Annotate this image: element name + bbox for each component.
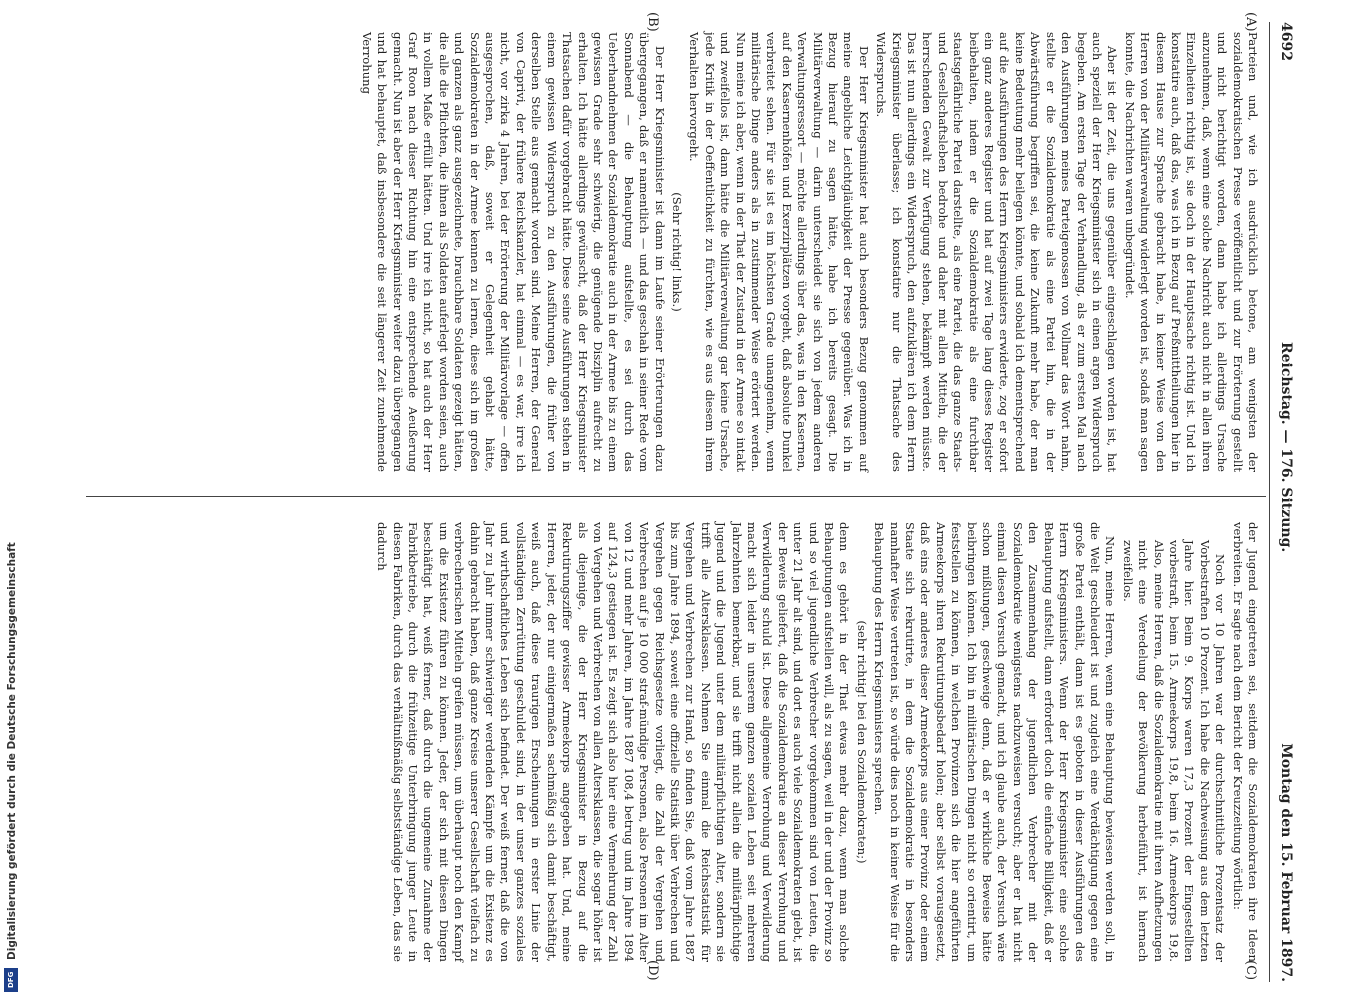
paragraph: Parteien und, wie ich ausdrücklich betone, am wenigsten der sozialdemokratischen Presse veröffentlicht und zur Erörterung gestellt und nicht berichtigt worden, dann habe ich allerdings Ursache anzunehmen, daß, wenn eine solche Nachricht auch nicht in allen ihren Einzelheiten richtig ist, sie doch in der Hauptsache richtig ist. Und ich konstatire auch, daß das, was ich in Bezug auf Preßmittheilungen hier in diesem Hause zur Sprache gebracht habe, in keiner Weise von den Herren von der Militärverwaltung widerlegt worden ist, sodaß man sagen konnte, die Nachrichten waren unbegründet.	[1122, 32, 1260, 472]
dfg-logo: DFG	[4, 968, 18, 992]
paragraph: der Jugend eingetreten sei, seitdem die Sozialdemokraten ihre Ideen verbreiten. Er sagte nach dem Bericht der Kreuzzeitung wörtlich:	[1230, 522, 1260, 962]
left-column	[356, 32, 1260, 472]
margin-marker-c: (C)	[1243, 960, 1258, 981]
paragraph: denn es gehört in der That etwas mehr dazu, wenn man solche Behauptungen aufstellen will, als zu sagen, weil in der und der Provinz so und so viel jugendliche Verbrecher vorgekommen sind von Leuten, die unter 21 Jahr alt sind, und dort es auch viele Sozialdemokraten giebt, ist der Beweis geliefert, daß die Sozialdemokratie an dieser Verrohung und Verwilderung schuld ist. Diese allgemeine Verrohung und Verwilderung macht sich leider in unserem ganzen sozialen Leben seit mehreren Jahrzehnten bemerkbar, und sie trifft nicht allein die militärpflichtige Jugend und die Jugend unter dem militärpflichtigen Alter, sondern sie trifft alle Altersklassen. Nehmen Sie einmal die Reichsstatistik für Vergehen und Verbrechen zur Hand, so finden Sie, daß vom Jahre 1887 bis zum Jahre 1894, soweit eine offizielle Statistik über Verbrechen und Vergehen gegen Reichsgesetze vorliegt, die Zahl der Vergehen und Verbrechen auf je 10 000 straf-mündige Personen, also Personen im Alter von 12 und mehr Jahren, im Jahre 1887 108,4 betrug und im Jahre 1894 auf 124,3 gestiegen ist. Es zeigt sich also hier eine Vermehrung der Zahl von Vergehen und Verbrechen von allen Altersklassen, die sogar höher ist als diejenige, die der Herr Kriegsminister in Bezug auf die Rekrutirungsziffer gewisser Armeekorps angegeben hat. Und, meine Herren, jeder, der nur einigermaßen sachmäßig sich damit beschäftigt, weiß auch, daß diese traurigen Erscheinungen in erster Linie der vollständigen Zerrüttung geschuldet sind, in der unser ganzes soziales und wirthschaftliches Leben sich befindet. Der weiß ferner, daß die von Jahr zu Jahr immer schwieriger werdenden Kämpfe um die Existenz es dahin gebracht haben, daß ganze Kreise unserer Gesellschaft vielfach zu verbrecherischen Mitteln greifen müssen, um überhaupt noch den Kampf um die Existenz führen zu können. Jeder, der sich mit diesen Dingen beschäftigt hat, weiß ferner, daß durch die ungemeine Zunahme der Fabrikbetriebe, durch die frühzeitige Unterbringung junger Leute in diesen Fabriken, durch das verhältnißmäßig selbstständige Leben, das sie dadurch	[375, 522, 852, 962]
column-divider	[86, 496, 1266, 497]
page-number: 4692	[1278, 22, 1294, 61]
interjection: (sehr richtig! bei den Sozialdemokraten;)	[854, 620, 869, 864]
newspaper-sheet	[80, 12, 1300, 992]
session-title: Reichstag. — 176. Sitzung.	[1278, 342, 1294, 553]
paragraph: Aber ist der Zeit, die uns gegenüber eingeschlagen worden ist, hat auch speziell der Herr Kriegsminister sich in einen argen Widerspruch begeben. Am ersten Tage der Verhandlung, als er zum ersten Mal nach den Ausführungen meines Parteigenossen von Vollmar das Wort nahm, stellte er die Sozialdemokratie als eine Partei hin, die in der Abwärtsführung begriffen sei, die keine Zukunft mehr habe, der man keine Bedeutung mehr beilegen könnte, und sobald ich dementsprechend auf die Ausführungen des Herrn Kriegsministers erwiderte, zog er sofort ein ganz anderes Register und hat auf zwei Tage lang dieses Register beibehalten, indem er die Sozialdemokratie als eine furchtbar staatsgefährliche Partei darstellte, als eine Partei, die das ganze Staats- und Gesellschaftsleben bedrohe und daher mit allen Mitteln, die der herrschenden Gewalt zur Verfügung stehen, bekämpft werden müsste. Das ist nun allerdings ein Widerspruch, den aufzuklären ich dem Herrn Kriegsminister überlasse; ich konstatire nur die Thatsache des Widerspruchs.	[874, 32, 1120, 472]
margin-marker-d: (D)	[645, 960, 660, 981]
right-column	[372, 522, 1260, 962]
header-rule	[1269, 22, 1270, 982]
margin-marker-b: (B)	[645, 12, 660, 32]
page-header	[1274, 22, 1296, 982]
rotated-page	[80, 12, 1300, 992]
interjection: (Sehr richtig! links.)	[669, 192, 684, 312]
paragraph: Der Herr Kriegsminister hat auch besonders Bezug genommen auf meine angebliche Leichtgläubigkeit der Presse gegenüber. Was ich in Bezug hierauf zu sagen hätte, habe ich bereits gesagt. Die Militärverwaltung — darin unterscheidet sie sich von jedem anderen Verwaltungsressort — möchte allerdings über das, was in den Kasernen, auf den Kasernenhöfen und Exerzirplätzen vorgeht, daß absolute Dunkel verbreitet sehen. Für sie ist es im höchsten Grade unangenehm, wenn militärische Dinge anders als in zustimmender Weise erörtert werden. Nun meine ich aber, wenn in der That der Zustand in der Armee so intakt und zweifellos ist, dann hätte die Militärverwaltung gar keine Ursache, jede Kritik in der Oeffentlichkeit zu fürchten, wie es aus diesem ihrem Verhalten hervorgeht.	[687, 32, 871, 472]
margin-marker-a: (A)	[1243, 12, 1258, 32]
quotation: Noch vor 10 Jahren war der durchschnittliche Prozentsatz der Vorbestraften 10 Prozent. Ich habe die Nachweisung aus dem letzten Jahre hier. Beim 9. Korps waren 17,3 Prozent der Eingestellten vorbestraft, beim 15. Armeekorps 19,8, beim 16. Armeekorps 19,8. Also, meine Herren, daß die Sozialdemokratie mit ihren Aufhetzungen nicht eine Veredelung der Bevölkerung herbeiführt, ist hiernach zweifellos.	[1120, 540, 1228, 962]
digitization-note: Digitalisierung gefördert durch die Deutsche Forschungsgemeinschaft	[6, 542, 18, 960]
session-date: Montag den 15. Februar 1897.	[1278, 743, 1294, 982]
digitization-strip	[4, 0, 24, 1000]
paragraph: Der Herr Kriegsminister ist dann im Laufe seiner Erörterungen dazu übergegangen, daß er namentlich — und das geschah in seiner Rede vom Sonnabend — die Behauptung aufstellte, es sei durch das Ueberhandnehmen der Sozialdemokratie auch in der Armee bis zu einem gewissen Grade sehr schwierig, die genügende Disziplin aufrecht zu erhalten. Ich hätte allerdings gewünscht, daß der Herr Kriegsminister Thatsachen dafür vorgebracht hätte. Diese seine Ausführungen stehen in einem gewissen Widerspruch zu den Ausführungen, die früher von derselben Stelle aus gemacht worden sind. Meine Herren, der General von Caprivi, der frühere Reichskanzler, hat einmal — es war, irre ich nicht, vor zirka 4 Jahren, bei der Erörterung der Militärvorlage — offen ausgesprochen, daß, soweit er Gelegenheit gehabt hätte, Sozialdemokraten in der Armee kennen zu lernen, diese sich im großen und ganzen als ganz ausgezeichnete, brauchbare Soldaten gezeigt hätten, die alle die Pflichten, die ihnen als Soldaten auferlegt worden seien, auch in vollem Maße erfüllt hätten. Und irre ich nicht, so hat auch der Herr Graf Roon nach dieser Richtung hin eine entsprechende Aeußerung gemacht. Nun ist aber der Herr Kriegsminister weiter dazu übergegangen und hat behauptet, daß insbesondere die seit längerer Zeit zunehmende Verrohung	[359, 32, 667, 472]
paragraph: Nun, meine Herren, wenn eine Behauptung bewiesen werden soll, in die Welt geschleudert ist und zugleich eine Verdächtigung gegen eine große Partei enthält, dann ist es geboten in dieser Ausführungen des Herrn Kriegsministers. Wenn der Herr Kriegsminister eine solche Behauptung aufstellt, dann erfordert doch die einfache Billigkeit, daß er den Zusammenhang der jugendlichen Verbrecher mit der Sozialdemokratie wenigstens nachzuweisen versucht; aber er hat nicht einmal diesen Versuch gemacht, und ich glaube auch, der Versuch wäre schon mißlungen, geschweige denn, daß er wirkliche Beweise hätte beibringen können. Ich bin in militärischen Dingen nicht so orientirt, um feststellen zu können, in welchen Provinzen sich die hier angeführten Armeekorps ihren Rekrutirungsbedarf holen; aber selbst vorausgesetzt, daß eins oder anderes dieser Armeekorps aus einer Provinz oder einem Staate sich rekrutirte, in dem die Sozialdemokratie in besonders namhafter Weise vertreten ist, so würde dies noch in keiner Weise für die Behauptung des Herrn Kriegsministers sprechen.	[872, 522, 1118, 962]
